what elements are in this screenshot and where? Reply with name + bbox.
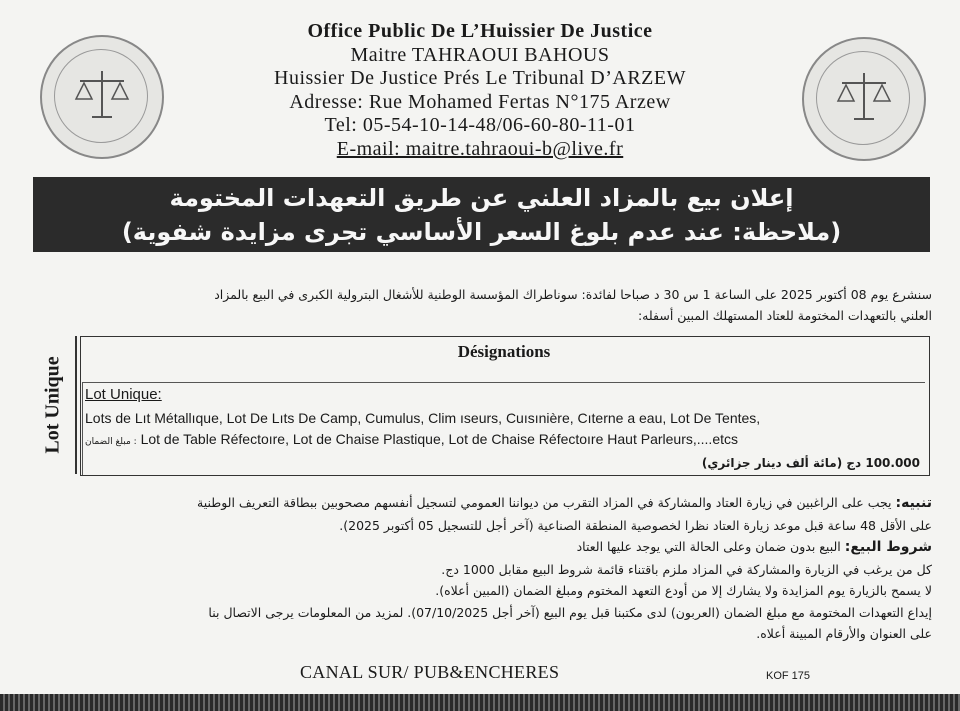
lot-side-label bbox=[30, 336, 77, 474]
justice-seal-left bbox=[40, 35, 164, 159]
scales-icon bbox=[834, 67, 894, 127]
scan-edge bbox=[0, 694, 960, 711]
notice-line bbox=[28, 492, 932, 515]
banner-note: (ملاحظة: عند عدم بلوغ السعر الأساسي تجرى مزايدة شفوية) bbox=[121, 218, 842, 246]
letterhead bbox=[200, 20, 760, 161]
address-line: Adresse: Rue Mohamed Fertas N°175 Arzew bbox=[289, 90, 671, 113]
conditions-title: شروط البيع: bbox=[844, 539, 932, 555]
intro-line-2: العلني بالتعهدات المختومة للعتاد المستهلك المبين أسفله: bbox=[637, 308, 932, 323]
canal-footer: CANAL SUR/ PUB&ENCHERES bbox=[300, 662, 560, 682]
office-title: Office Public De L’Huissier De Justice bbox=[307, 20, 653, 42]
lot-side-text: Lot Unique bbox=[41, 356, 63, 454]
notice-line-2: على الأقل 48 ساعة قبل موعد زيارة العتاد نظرا لخصوصية المنطقة الصناعية (آخر أجل للتسجيل 05 أكتوبر 2025). bbox=[339, 517, 932, 533]
email-link[interactable]: E-mail: maitre.tahraoui-b@live.fr bbox=[336, 137, 624, 160]
lot-items-line-2-row bbox=[85, 429, 923, 453]
intro-line-1: سنشرع يوم 08 أكتوبر 2025 على الساعة 1 س 30 د صباحا لفائدة: سوناطراك المؤسسة الوطنية للأشغال البترولية الكبرى في البيع بالمزاد bbox=[214, 287, 932, 302]
notice-text: يجب على الراغبين في زيارة العتاد والمشاركة في المزاد التقرب من ديواننا العمومي لتسجيل أنفسهم مصحوبين ببطاقة التعريف الوطنية bbox=[197, 495, 892, 510]
lot-items bbox=[85, 408, 923, 453]
justice-seal-right bbox=[802, 37, 926, 161]
conditions-line bbox=[28, 536, 932, 559]
court-line: Huissier De Justice Prés Le Tribunal D’ARZEW bbox=[274, 67, 686, 89]
notes-section bbox=[28, 492, 932, 645]
conditions-text: البيع بدون ضمان وعلى الحالة التي يوجد عليها العتاد bbox=[576, 539, 841, 554]
note-line-3: كل من يرغب في الزيارة والمشاركة في المزاد ملزم باقتناء قائمة شروط البيع مقابل 1000 دج. bbox=[441, 561, 932, 577]
note-line-6: على العنوان والأرقام المبينة أعلاه. bbox=[756, 626, 932, 641]
note-line-5: إيداع التعهدات المختومة مع مبلغ الضمان (العربون) لدى مكتبنا قبل يوم البيع (آخر أجل 07/10/2025). لمزيد من المعلومات يرجى الاتصال بنا bbox=[208, 604, 932, 620]
designations-heading: Désignations bbox=[457, 342, 551, 361]
bailiff-name: Maitre TAHRAOUI BAHOUS bbox=[350, 43, 610, 66]
note-line-4: لا يسمح بالزيارة يوم المزايدة ولا يشارك إلا من أودع التعهد المختوم ومبلغ الضمان (المبين أعلاه). bbox=[435, 583, 932, 598]
lot-items-line-2: Lot de Table Réfectoıre, Lot de Chaise Plastique, Lot de Chaise Réfectoıre Haut Parleurs,....etcs bbox=[140, 431, 738, 447]
guarantee-amount: 100.000 دج (مائة ألف دينار جزائري) bbox=[701, 456, 920, 470]
guarantee-label: مبلغ الضمان : bbox=[85, 437, 137, 447]
scales-icon bbox=[72, 65, 132, 125]
lot-label: Lot Unique: bbox=[85, 386, 162, 403]
lot-items-line-1: Lots de Lıt Métallıque, Lot De Lıts De Camp, Cumulus, Clim ıseurs, Cuısınière, Cıterne a eau, Lot De Tentes, bbox=[85, 410, 761, 426]
intro-paragraph bbox=[28, 284, 932, 326]
auction-banner bbox=[33, 177, 930, 252]
banner-title: إعلان بيع بالمزاد العلني عن طريق التعهدات المختومة bbox=[169, 184, 794, 212]
phone-line: Tel: 05-54-10-14-48/06-60-80-11-01 bbox=[324, 114, 636, 136]
reference-code: KOF 175 bbox=[766, 670, 811, 682]
notice-title: تنبيه: bbox=[895, 495, 932, 511]
